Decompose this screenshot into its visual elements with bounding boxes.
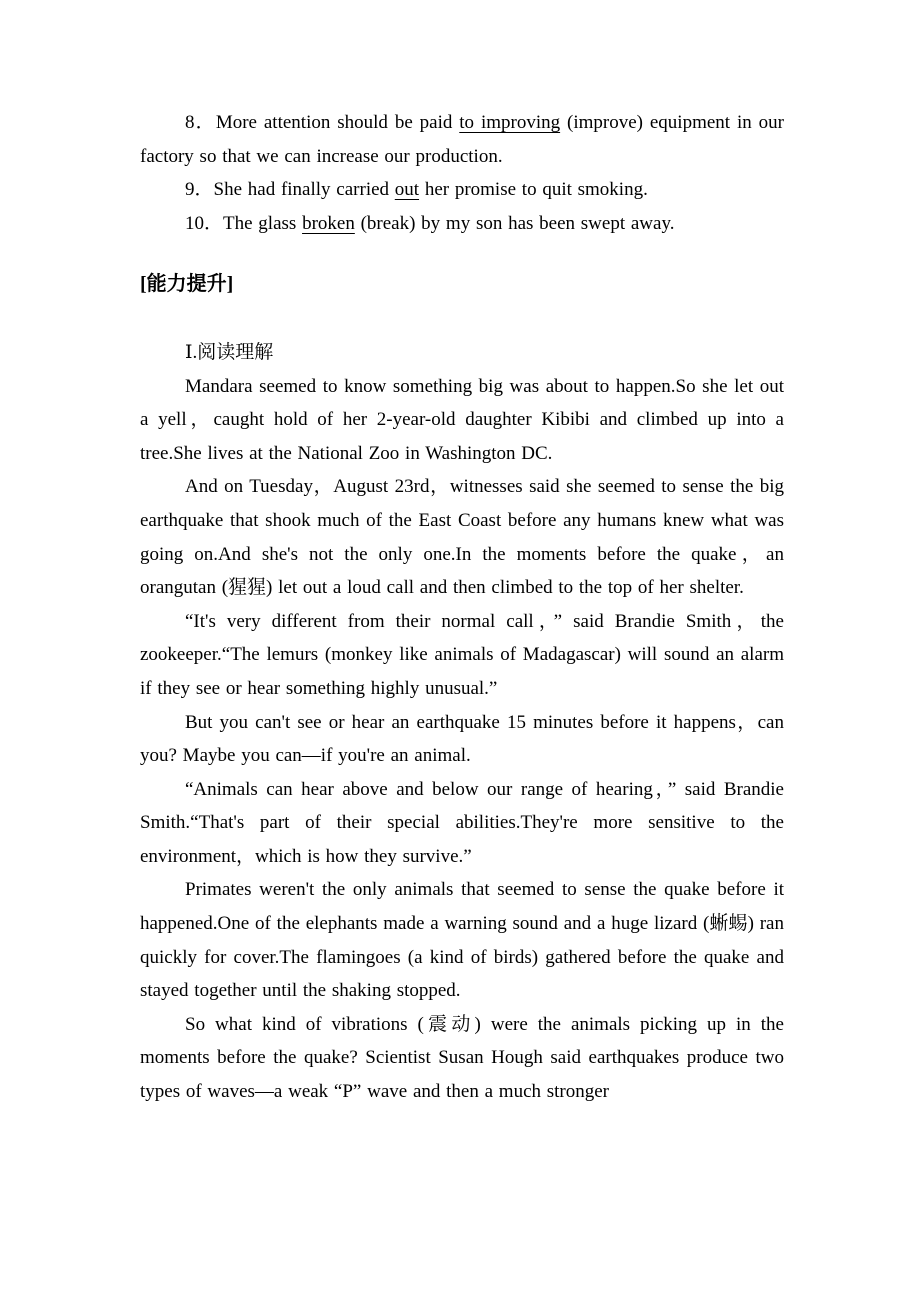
exercise-item-8 [140,106,784,173]
reading-paragraph: “It's very different from their normal call，” said Brandie Smith，the zookeeper.“The lemurs (monkey like animals of Madagascar) will sound an alarm if they see or hear something highly unusual.” [140,610,784,699]
reading-paragraph: And on Tuesday，August 23rd，witnesses said she seemed to sense the big earthquake that shook much of the East Coast before any humans knew what was going on.And she's not the only one.In the moments before the quake，an orangutan (猩猩) let out a loud call and then climbed to the top of her shelter. [140,476,784,599]
exercise-text-pre: More attention should be paid [215,112,460,133]
reading-paragraph: So what kind of vibrations (震动) were the animals picking up in the moments before the quake? Scientist Susan Hough said earthquakes produce two types of waves—a weak “P” wave and then a much stronger [140,1013,784,1103]
exercise-number: 8． [185,112,216,133]
exercise-number: 9． [185,179,214,201]
subsection-label-reading-comprehension: Ⅰ.阅读理解 [185,341,274,363]
exercise-item-10 [140,207,784,241]
reading-paragraph: Mandara seemed to know something big was about to happen.So she let out a yell，caught hold of her 2-year-old daughter Kibibi and climbed up into a tree.She lives at the National Zoo in Washington DC. [140,375,784,464]
reading-paragraph: But you can't see or hear an earthquake 15 minutes before it happens，can you? Maybe you can—if you're an animal. [140,711,784,767]
exercise-answer-underlined: to improving [459,112,561,133]
reading-paragraph: “Animals can hear above and below our range of hearing，” said Brandie Smith.“That's part of their special abilities.They're more sensitive to the environment，which is how they survive.” [140,778,784,867]
exercise-text-pre: The glass [223,212,303,234]
exercise-answer-underlined: broken [302,212,355,234]
exercise-section [140,106,784,240]
exercise-text-post: (break) by my son has been swept away. [354,212,675,234]
section-heading-ability-improvement: [能力提升] [140,273,234,296]
reading-passage [140,370,784,1109]
exercise-text-post: (improve) equipment in our factory so that we can increase our production. [140,112,784,167]
exercise-answer-underlined: out [394,179,420,201]
exercise-text-pre: She had finally carried [213,179,395,201]
reading-paragraph: Primates weren't the only animals that seemed to sense the quake before it happened.One of the elephants made a warning sound and a huge lizard (蜥蜴) ran quickly for cover.The flamingoes (a kind of birds) gathered before the quake and stayed together until the shaking stopped. [140,879,784,1002]
exercise-text-post: her promise to quit smoking. [419,179,648,201]
exercise-number: 10． [185,212,224,234]
exercise-item-9 [140,173,784,207]
